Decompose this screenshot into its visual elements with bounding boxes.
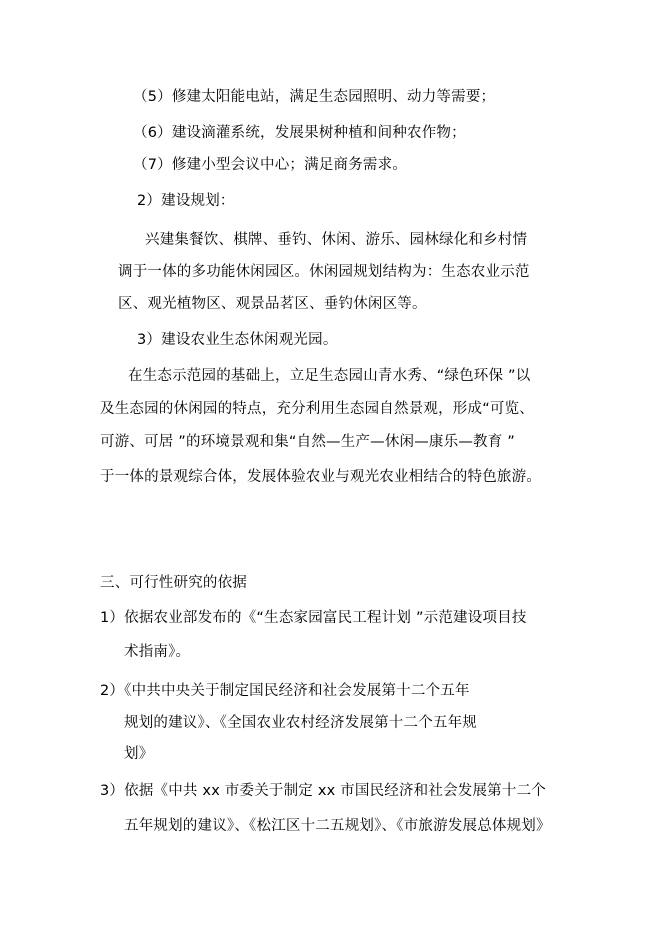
paragraph-line: 在生态示范园的基础上，立足生态园山青水秀、“绿色环保 ”以 — [128, 368, 531, 384]
paragraph-line: 区、观光植物区、观景品茗区、垂钓休闲区等。 — [118, 296, 427, 312]
section-heading: 2）建设规划： — [137, 193, 235, 209]
paragraph-line: 及生态园的休闲园的特点，充分利用生态园自然景观，形成“可览、 — [100, 401, 535, 417]
basis-item-line: 规划的建议》、《全国农业农村经济发展第十二个五年规 — [124, 715, 477, 731]
list-item: （5）修建太阳能电站，满足生态园照明、动力等需要； — [133, 89, 496, 105]
list-item: （7）修建小型会议中心；满足商务需求。 — [133, 157, 408, 173]
basis-item-line: 3）依据《中共 xx 市委关于制定 xx 市国民经济和社会发展第十二个 — [100, 783, 546, 799]
chapter-title: 三、可行性研究的依据 — [100, 575, 247, 591]
paragraph-line: 可游、可居 ”的环境景观和集“自然—生产—休闲—康乐—教育 ” — [100, 434, 515, 450]
paragraph-line: 兴建集餐饮、棋牌、垂钓、休闲、游乐、园林绿化和乡村情 — [145, 232, 528, 248]
paragraph-line: 调于一体的多功能休闲园区。休闲园规划结构为：生态农业示范 — [118, 264, 530, 280]
basis-item-line: 1）依据农业部发布的《“生态家园富民工程计划 ”示范建设项目技 — [100, 610, 527, 626]
paragraph-line: 于一体的景观综合体，发展体验农业与观光农业相结合的特色旅游。 — [100, 469, 541, 485]
basis-item-line: 2）《中共中央关于制定国民经济和社会发展第十二个五年 — [100, 683, 470, 699]
basis-item-line: 五年规划的建议》、《松江区十二五规划》、《市旅游发展总体规划》 — [124, 818, 551, 834]
section-heading: 3）建设农业生态休闲观光园。 — [137, 332, 338, 348]
list-item: （6）建设滴灌系统，发展果树种植和间种农作物； — [133, 125, 466, 141]
basis-item-line: 划》 — [124, 746, 154, 762]
basis-item-line: 术指南》。 — [124, 644, 191, 660]
